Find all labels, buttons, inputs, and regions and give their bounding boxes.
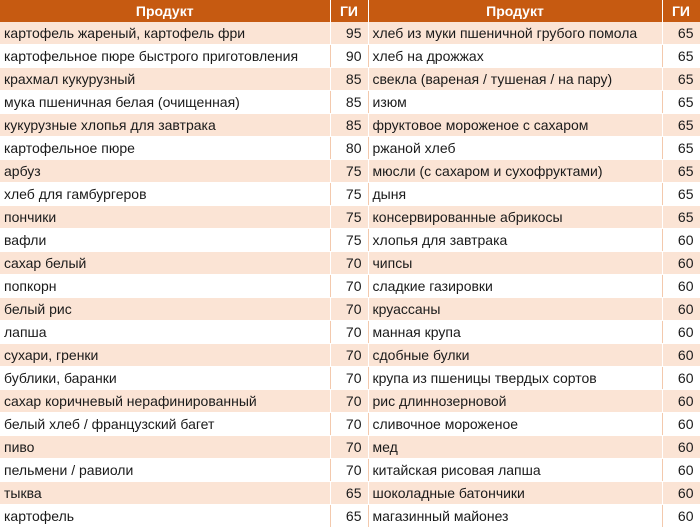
gi-value-left: 75	[330, 229, 368, 252]
gi-value-left: 70	[330, 367, 368, 390]
gi-value-left: 85	[330, 114, 368, 137]
product-name-right: сливочное мороженое	[368, 413, 662, 436]
table-row	[0, 206, 700, 229]
table-row	[0, 482, 700, 505]
product-name-right: манная крупа	[368, 321, 662, 344]
gi-value-left: 70	[330, 321, 368, 344]
gi-value-right: 60	[662, 482, 700, 505]
product-name-right: хлеб из муки пшеничной грубого помола	[368, 22, 662, 45]
product-name-left: кукурузные хлопья для завтрака	[0, 114, 330, 137]
gi-value-right: 60	[662, 298, 700, 321]
gi-value-left: 70	[330, 459, 368, 482]
product-name-left: попкорн	[0, 275, 330, 298]
gi-value-left: 70	[330, 275, 368, 298]
product-name-right: чипсы	[368, 252, 662, 275]
product-name-right: мюсли (с сахаром и сухофруктами)	[368, 160, 662, 183]
product-name-right: мед	[368, 436, 662, 459]
table-row	[0, 91, 700, 114]
product-name-left: хлеб для гамбургеров	[0, 183, 330, 206]
product-name-left: сахар коричневый нерафинированный	[0, 390, 330, 413]
gi-value-right: 65	[662, 183, 700, 206]
gi-value-right: 60	[662, 252, 700, 275]
gi-value-right: 65	[662, 206, 700, 229]
product-name-left: лапша	[0, 321, 330, 344]
product-name-left: тыква	[0, 482, 330, 505]
table-row	[0, 390, 700, 413]
table-row	[0, 505, 700, 528]
product-name-right: сладкие газировки	[368, 275, 662, 298]
gi-value-left: 70	[330, 298, 368, 321]
product-name-right: круассаны	[368, 298, 662, 321]
gi-value-left: 70	[330, 252, 368, 275]
gi-value-right: 65	[662, 137, 700, 160]
column-header-product-left: Продукт	[0, 0, 330, 22]
table-row	[0, 436, 700, 459]
table-row	[0, 413, 700, 436]
gi-value-right: 65	[662, 45, 700, 68]
gi-value-left: 90	[330, 45, 368, 68]
product-name-left: арбуз	[0, 160, 330, 183]
gi-value-right: 60	[662, 321, 700, 344]
gi-value-left: 75	[330, 183, 368, 206]
table-row	[0, 459, 700, 482]
table-row	[0, 344, 700, 367]
table-row	[0, 137, 700, 160]
column-header-product-right: Продукт	[368, 0, 662, 22]
table-row	[0, 160, 700, 183]
gi-value-left: 85	[330, 91, 368, 114]
table-row	[0, 183, 700, 206]
product-name-right: изюм	[368, 91, 662, 114]
table-row	[0, 114, 700, 137]
product-name-left: картофельное пюре	[0, 137, 330, 160]
gi-value-left: 85	[330, 68, 368, 91]
table-row	[0, 229, 700, 252]
product-name-right: консервированные абрикосы	[368, 206, 662, 229]
product-name-right: хлопья для завтрака	[368, 229, 662, 252]
product-name-right: китайская рисовая лапша	[368, 459, 662, 482]
column-header-gi-right: ГИ	[662, 0, 700, 22]
product-name-left: пельмени / равиоли	[0, 459, 330, 482]
product-name-left: картофель жареный, картофель фри	[0, 22, 330, 45]
gi-value-left: 70	[330, 390, 368, 413]
table-row	[0, 298, 700, 321]
gi-value-left: 75	[330, 160, 368, 183]
gi-value-right: 60	[662, 436, 700, 459]
product-name-left: крахмал кукурузный	[0, 68, 330, 91]
product-name-right: фруктовое мороженое с сахаром	[368, 114, 662, 137]
gi-value-left: 80	[330, 137, 368, 160]
gi-value-right: 60	[662, 459, 700, 482]
table-row	[0, 22, 700, 45]
gi-value-left: 65	[330, 505, 368, 528]
gi-value-right: 60	[662, 413, 700, 436]
product-name-left: картофель	[0, 505, 330, 528]
product-name-right: хлеб на дрожжах	[368, 45, 662, 68]
gi-value-left: 70	[330, 413, 368, 436]
product-name-right: крупа из пшеницы твердых сортов	[368, 367, 662, 390]
product-name-left: картофельное пюре быстрого приготовления	[0, 45, 330, 68]
product-name-right: сдобные булки	[368, 344, 662, 367]
gi-value-right: 60	[662, 275, 700, 298]
product-name-left: вафли	[0, 229, 330, 252]
gi-value-right: 65	[662, 114, 700, 137]
gi-value-left: 70	[330, 344, 368, 367]
table-body	[0, 22, 700, 528]
product-name-right: магазинный майонез	[368, 505, 662, 528]
gi-value-right: 65	[662, 160, 700, 183]
gi-value-right: 60	[662, 367, 700, 390]
product-name-left: пиво	[0, 436, 330, 459]
product-name-right: ржаной хлеб	[368, 137, 662, 160]
gi-value-right: 65	[662, 68, 700, 91]
gi-value-left: 95	[330, 22, 368, 45]
gi-value-right: 60	[662, 229, 700, 252]
gi-value-right: 60	[662, 390, 700, 413]
gi-value-right: 60	[662, 505, 700, 528]
product-name-left: пончики	[0, 206, 330, 229]
product-name-right: рис длиннозерновой	[368, 390, 662, 413]
gi-value-right: 65	[662, 22, 700, 45]
table-row	[0, 68, 700, 91]
gi-value-right: 65	[662, 91, 700, 114]
table-row	[0, 367, 700, 390]
column-header-gi-left: ГИ	[330, 0, 368, 22]
product-name-right: дыня	[368, 183, 662, 206]
gi-value-left: 70	[330, 436, 368, 459]
product-name-left: сахар белый	[0, 252, 330, 275]
header-row	[0, 0, 700, 22]
table-row	[0, 321, 700, 344]
table-row	[0, 252, 700, 275]
product-name-left: белый хлеб / французский багет	[0, 413, 330, 436]
gi-value-left: 75	[330, 206, 368, 229]
table-row	[0, 275, 700, 298]
product-name-left: белый рис	[0, 298, 330, 321]
product-name-right: шоколадные батончики	[368, 482, 662, 505]
product-name-left: мука пшеничная белая (очищенная)	[0, 91, 330, 114]
product-name-left: сухари, гренки	[0, 344, 330, 367]
product-name-left: бублики, баранки	[0, 367, 330, 390]
table-row	[0, 45, 700, 68]
product-name-right: свекла (вареная / тушеная / на пару)	[368, 68, 662, 91]
gi-value-left: 65	[330, 482, 368, 505]
gi-value-right: 60	[662, 344, 700, 367]
